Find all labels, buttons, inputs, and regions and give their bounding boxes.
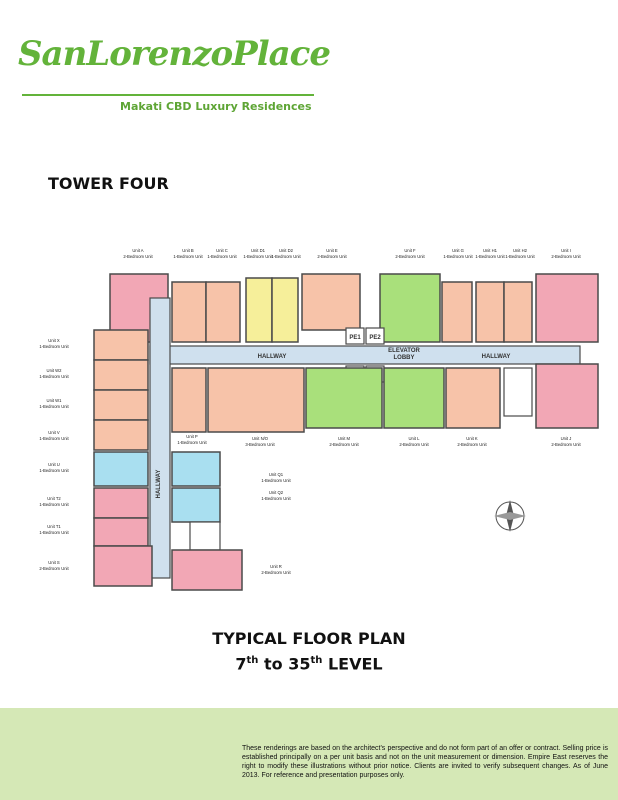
disclaimer-text: These renderings are based on the architect's perspective and do not form part of an offer or contract. Selling price is established principally on a per unit basis and not on the unit measurement or dimension. Empire East reserves the right to modify these illustrations without prior notice. Clients are invited to verify subsequent changes. As of June 2013. For reference and presentation purposes only. [242,745,608,779]
unit-f-type: 2-Bedroom Unit [395,254,425,259]
level-to: 35 [288,654,311,674]
tower-title: TOWER FOUR [48,174,169,193]
level-to-word: to [264,654,283,674]
unit-q2-type: 1-Bedroom Unit [261,496,291,501]
stair-core-left [190,522,220,550]
logo-tagline: Makati CBD Luxury Residences [120,100,312,113]
unit-d2-label: Unit D2 [279,248,293,253]
unit-d1-label: Unit D1 [251,248,265,253]
unit-a-type: 2-Bedroom Unit [123,254,153,259]
level-to-suffix: th [310,655,323,666]
unit-h2-type: 1-Bedroom Unit [505,254,535,259]
unit-q2-block [172,488,220,522]
unit-j-label: Unit J [560,436,572,441]
unit-q1-label: Unit Q1 [268,472,284,477]
level-word: LEVEL [327,654,383,674]
unit-d2-block [272,278,298,342]
unit-g-block [442,282,472,342]
hallway-label-left: HALLWAY [257,354,287,360]
stair-core-right [504,368,532,416]
unit-s-block [94,546,152,586]
unit-h2-label: Unit H2 [513,248,527,253]
unit-d1-block [246,278,272,342]
unit-v-block [94,420,148,450]
unit-u-label: Unit U [48,462,60,467]
unit-u-type: 1-Bedroom Unit [39,468,69,473]
unit-i-label: Unit I [561,248,571,253]
unit-m-block [306,368,382,428]
pe1-label: PE1 [349,335,361,341]
unit-k-label: Unit K [466,436,478,441]
unit-no-label: Unit N/O [251,436,269,441]
lobby-label: LOBBY [393,355,415,361]
unit-l-block [384,368,444,428]
unit-q2-label: Unit Q2 [268,490,284,495]
unit-w1-type: 1-Bedroom Unit [39,404,69,409]
logo-rule [22,94,314,96]
level-from: 7 [235,654,247,674]
unit-v-type: 1-Bedroom Unit [39,436,69,441]
unit-h1-type: 1-Bedroom Unit [475,254,505,259]
unit-d2-type: 1-Bedroom Unit [271,254,301,259]
unit-g-type: 1-Bedroom Unit [443,254,473,259]
unit-v-label: Unit V [48,430,60,435]
unit-p-type: 1-Bedroom Unit [177,440,207,445]
unit-w2-type: 1-Bedroom Unit [39,374,69,379]
unit-a-label: Unit A [132,248,144,253]
unit-no-block [208,368,304,432]
unit-q1-block [172,452,220,486]
unit-r-type: 2-Bedroom Unit [261,570,291,575]
unit-l-label: Unit L [408,436,420,441]
elevator-label: ELEVATOR [388,348,420,354]
unit-t2-block [94,488,148,518]
unit-p-block [172,368,206,432]
unit-t2-label: Unit T2 [47,496,61,501]
unit-r-label: Unit R [270,564,282,569]
unit-j-type: 2-Bedroom Unit [551,442,581,447]
unit-c-block [206,282,240,342]
unit-p-label: Unit P [186,434,198,439]
unit-h2-block [504,282,532,342]
unit-b-block [172,282,206,342]
unit-f-block [380,274,440,342]
unit-k-block [446,368,500,428]
unit-c-type: 1-Bedroom Unit [207,254,237,259]
level-from-suffix: th [246,655,259,666]
unit-w2-block [94,360,148,390]
floor-plan [14,238,606,610]
pe2-label: PE2 [369,335,381,341]
unit-i-block [536,274,598,342]
unit-t1-type: 1-Bedroom Unit [39,530,69,535]
unit-b-type: 1-Bedroom Unit [173,254,203,259]
unit-g-label: Unit G [452,248,464,253]
unit-q1-type: 1-Bedroom Unit [261,478,291,483]
unit-f-label: Unit F [404,248,416,253]
unit-m-type: 2-Bedroom Unit [329,442,359,447]
unit-k-type: 2-Bedroom Unit [457,442,487,447]
unit-x-type: 1-Bedroom Unit [39,344,69,349]
unit-w2-label: Unit W2 [46,368,62,373]
unit-w1-block [94,390,148,420]
unit-b-label: Unit B [182,248,194,253]
unit-x-label: Unit X [48,338,60,343]
floor-plan-title: TYPICAL FLOOR PLAN [212,629,406,648]
unit-d1-type: 1-Bedroom Unit [243,254,273,259]
unit-e-label: Unit E [326,248,338,253]
unit-h1-block [476,282,504,342]
unit-t1-label: Unit T1 [47,524,61,529]
unit-s-label: Unit S [48,560,60,565]
unit-c-label: Unit C [216,248,228,253]
floor-plan-levels [0,650,618,675]
unit-r-block [172,550,242,590]
unit-t1-block [94,518,148,546]
unit-u-block [94,452,148,486]
unit-j-block [536,364,598,428]
unit-l-type: 2-Bedroom Unit [399,442,429,447]
unit-i-type: 2-Bedroom Unit [551,254,581,259]
unit-w1-label: Unit W1 [46,398,62,403]
vertical-hallway [150,298,170,578]
unit-m-label: Unit M [337,436,351,441]
unit-s-type: 2-Bedroom Unit [39,566,69,571]
unit-h1-label: Unit H1 [483,248,497,253]
unit-no-type: 3-Bedroom Unit [245,442,275,447]
left-unit-column [94,330,152,586]
horizontal-hallway [150,346,580,364]
floor-plan-caption [0,628,618,675]
unit-t2-type: 1-Bedroom Unit [39,502,69,507]
logo-wordmark: SanLorenzoPlace [18,34,330,74]
hallway-label-vertical: HALLWAY [156,469,162,499]
unit-e-type: 2-Bedroom Unit [317,254,347,259]
brand-logo [18,34,330,113]
unit-e-block [302,274,360,330]
unit-x-block [94,330,148,360]
hallway-label-right: HALLWAY [481,354,511,360]
